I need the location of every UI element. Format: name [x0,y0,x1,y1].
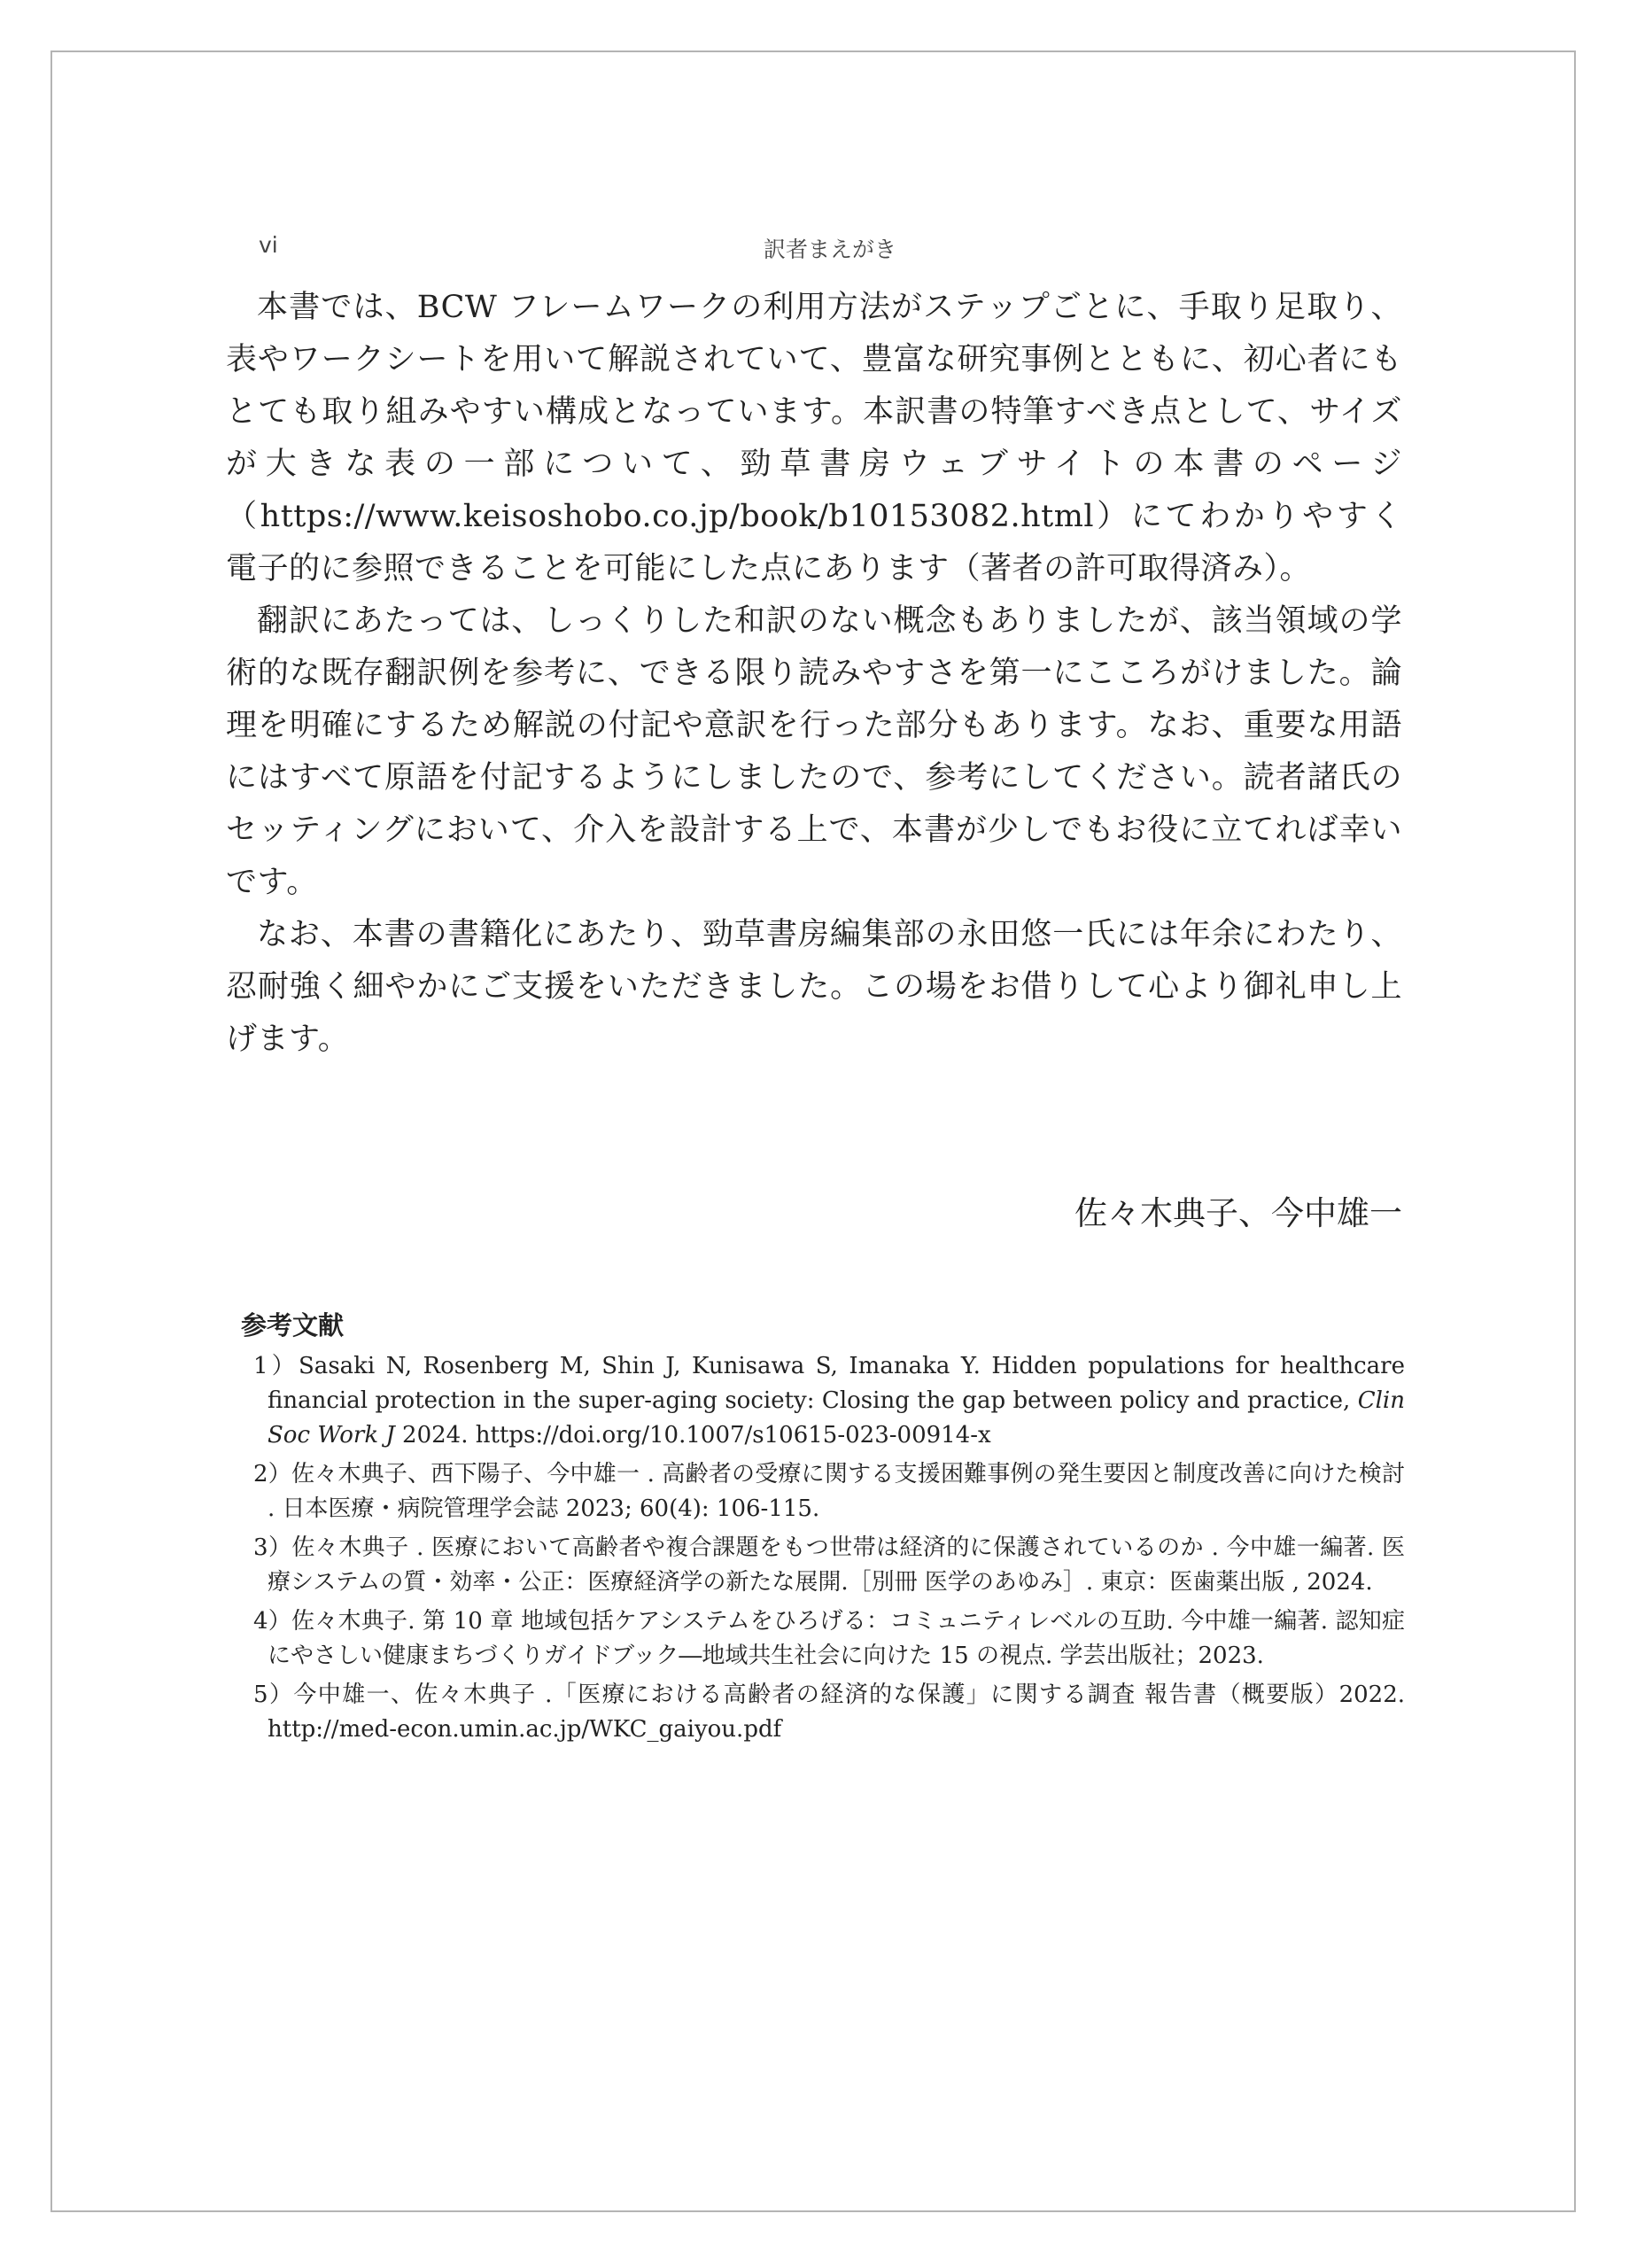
paragraph: なお、本書の書籍化にあたり、勁草書房編集部の永田悠一氏には年余にわたり、忍耐強く細やかにご支援をいただきました。この場をお借りして心より御礼申し上げます。 [226,917,1402,1057]
reference-doi: 2024. https://doi.org/10.1007/s10615-023-00914-x [394,1422,991,1449]
reference-number: 1） [253,1353,299,1379]
reference-item [253,1678,1405,1747]
reference-text: 佐々木典子. 第 10 章 地域包括ケアシステムをひろげる：コミュニティレベルの互助. 今中雄一編著. 認知症にやさしい健康まちづくりガイドブック―地域共生社会に向けた 15 の視点. 学芸出版社；2023. [268,1608,1405,1669]
reference-item [253,1531,1405,1600]
reference-text: 佐々木典子、西下陽子、今中雄一 . 高齢者の受療に関する支援困難事例の発生要因と制度改善に向けた検討 . 日本医療・病院管理学会誌 2023; 60(4): 106-115. [268,1461,1405,1522]
preface-body [226,282,1402,1066]
reference-journal: Clin Soc Work J [268,1387,1405,1449]
reference-item [253,1349,1405,1453]
references-heading: 参考文献 [241,1310,345,1340]
reference-text: 今中雄一、佐々木典子 .「医療における高齢者の経済的な保護」に関する調査 報告書（概要版）2022. http://med-econ.umin.ac.jp/WKC_gaiyou.pdf [268,1682,1406,1743]
reference-item [253,1457,1405,1526]
running-head [259,232,1401,268]
reference-number: 4） [253,1608,292,1635]
paragraph: 翻訳にあたっては、しっくりした和訳のない概念もありましたが、該当領域の学術的な既存翻訳例を参考に、できる限り読みやすさを第一にこころがけました。論理を明確にするため解説の付記や意訳を行った部分もあります。なお、重要な用語にはすべて原語を付記するようにしましたので、参考にしてください。読者諸氏のセッティングにおいて、介入を設計する上で、本書が少しでもお役に立てれば幸いです。 [226,603,1402,900]
reference-number: 5） [253,1682,294,1708]
paragraph: 本書では、BCW フレームワークの利用方法がステップごとに、手取り足取り、表やワークシートを用いて解説されていて、豊富な研究事例とともに、初心者にもとても取り組みやすい構成となっています。本訳書の特筆すべき点として、サイズが大きな表の一部について、勁草書房ウェブサイトの本書のページ（https://www.keisoshobo.co.jp/book/b10153082.html）にてわかりやすく電子的に参照できることを可能にした点にあります（著者の許可取得済み）。 [226,290,1402,586]
reference-list [253,1349,1405,1751]
page-number: vi [259,232,278,258]
reference-text: 佐々木典子 . 医療において高齢者や複合課題をもつ世帯は経済的に保護されているのか . 今中雄一編著. 医療システムの質・効率・公正：医療経済学の新たな展開.［別冊 医学のあゆみ］. 東京：医歯薬出版 , 2024. [268,1534,1406,1596]
reference-number: 2） [253,1461,291,1487]
reference-number: 3） [253,1534,292,1561]
running-title: 訳者まえがき [763,237,896,262]
reference-item [253,1604,1405,1674]
reference-text: Sasaki N, Rosenberg M, Shin J, Kunisawa S, Imanaka Y. Hidden populations for healthcare financial protection in the super-aging society: Closing the gap between policy and practice, [268,1353,1405,1414]
translator-signature: 佐々木典子、今中雄一 [1074,1194,1402,1232]
